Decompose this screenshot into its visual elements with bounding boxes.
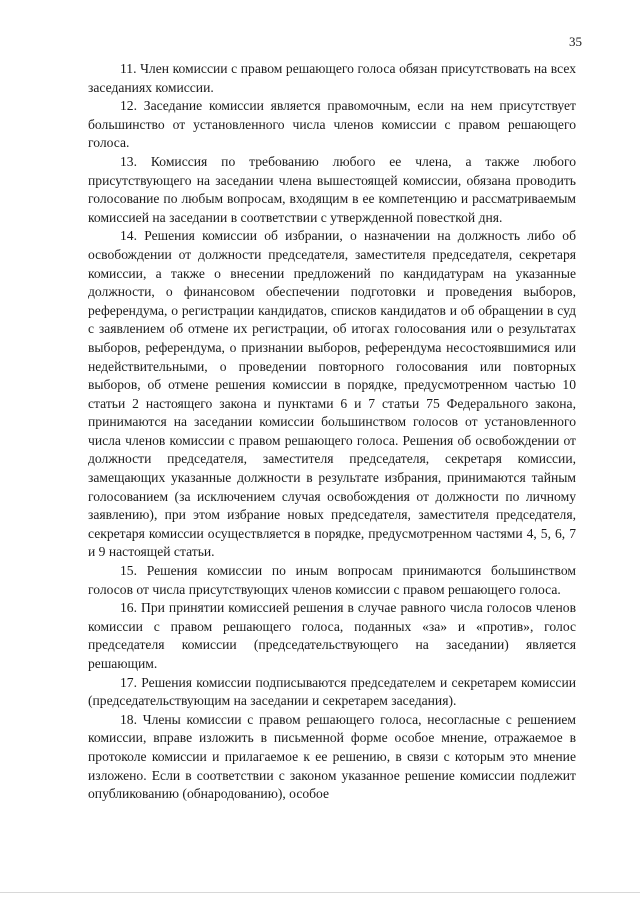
paragraph-11: 11. Член комиссии с правом решающего голоса обязан присутствовать на всех заседаниях комиссии. [88,61,576,95]
paragraph-16: 16. При принятии комиссией решения в случае равного числа голосов членов комиссии с правом решающего голоса, поданных «за» и «против», голос председателя комиссии (председательствующего на заседании) является решающим. [88,600,576,671]
scan-edge-line [0,892,640,893]
document-body [88,60,576,804]
paragraph-13: 13. Комиссия по требованию любого ее члена, а также любого присутствующего на заседании члена вышестоящей комиссии, обязана проводить голосование по любым вопросам, входящим в ее компетенцию и рассматриваемым комиссией на заседании в соответствии с утвержденной повесткой дня. [88,153,576,225]
paragraph-15: 15. Решения комиссии по иным вопросам принимаются большинством голосов от числа присутствующих членов комиссии с правом решающего голоса. [88,563,576,597]
paragraph-17: 17. Решения комиссии подписываются председателем и секретарем комиссии (председательствующим на заседании и секретарем заседания). [88,674,576,709]
page-number: 35 [569,34,582,49]
paragraph-12: 12. Заседание комиссии является правомочным, если на нем присутствует большинство от установленного числа членов комиссии с правом решающего голоса. [88,98,576,151]
paragraph-18: 18. Члены комиссии с правом решающего голоса, несогласные с решением комиссии, вправе изложить в письменной форме особое мнение, отражаемое в протоколе комиссии и прилагаемое к ее решению, в связи с которым это мнение изложено. Если в соответствии с законом указанное решение комиссии подлежит опубликованию (обнародованию), особое [88,711,576,802]
paragraph-14: 14. Решения комиссии об избрании, о назначении на должность либо об освобождении от должности председателя, заместителя председателя, секретаря комиссии, а также о внесении предложений по кандидатурам на указанные должности, о финансовом обеспечении подготовки и проведения выборов, референдума, о регистрации кандидатов, списков кандидатов и об обращении в суд с заявлением об отмене их регистрации, об итогах голосования или о результатах выборов, референдума, о признании выборов, референдума несостоявшимися или недействительными, о проведении повторного голосования или повторных выборов, об отмене решения комиссии в порядке, предусмотренном частью 10 статьи 2 настоящего закона и пунктами 6 и 7 статьи 75 Федерального закона, принимаются на заседании комиссии большинством голосов от установленного числа членов комиссии с правом решающего голоса. Решения об освобождении от должности председателя, заместителя председателя, секретаря комиссии, замещающих указанные должности в результате избрания, принимаются тайным голосованием (за исключением случая освобождения от должности по личному заявлению), при этом избрание новых председателя, заместителя председателя, секретаря комиссии осуществляется в порядке, предусмотренном частями 4, 5, 6, 7 и 9 настоящей статьи. [88,228,576,560]
